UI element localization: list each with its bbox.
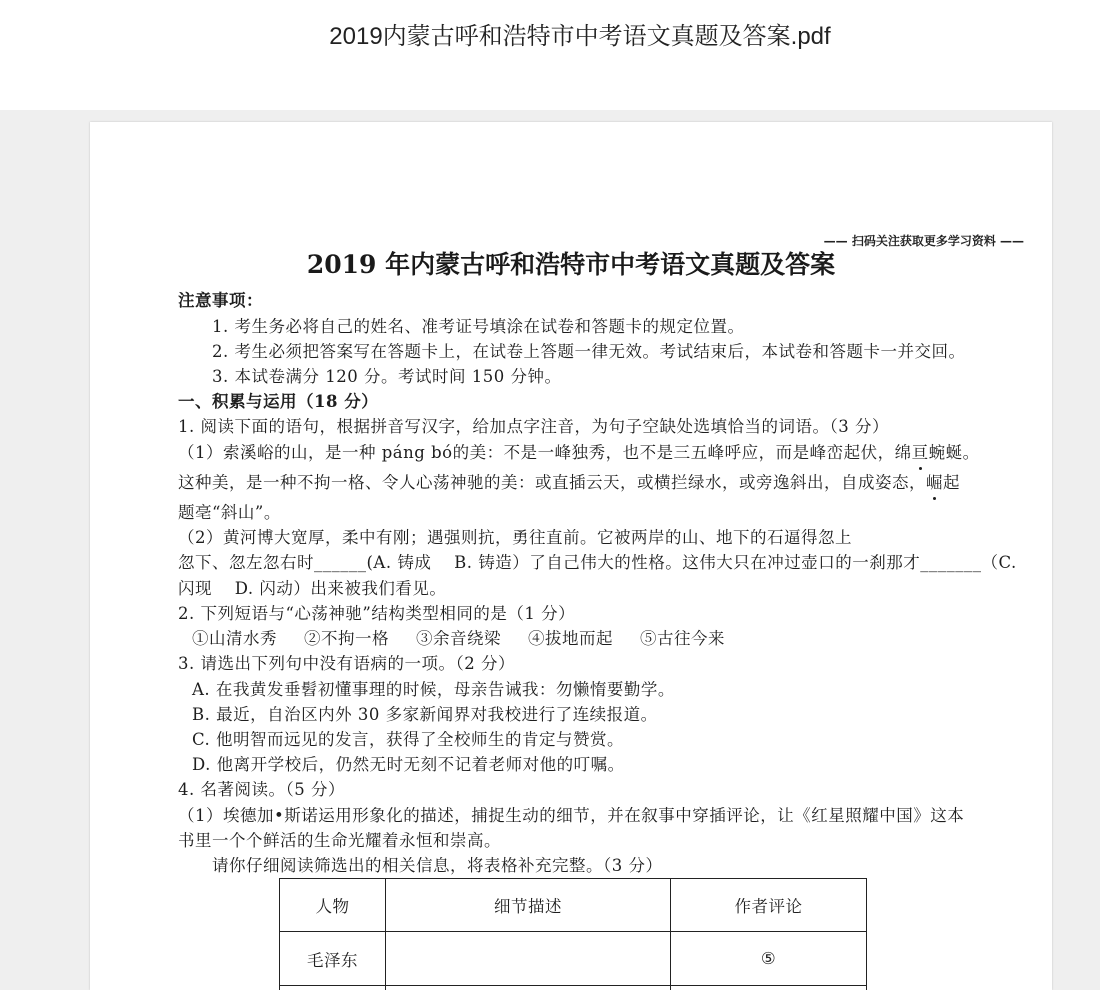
table-cell [386,932,671,986]
table-cell [280,986,386,990]
question-4-stem: 4. 名著阅读。（5 分） [178,780,345,799]
question-1-part-1-line [178,470,960,495]
question-2-options [192,626,725,651]
table-cell [386,986,671,990]
option-item: C. 他明智而远见的发言，获得了全校师生的肯定与赞赏。 [192,730,625,749]
option-item: ①山清水秀 [192,629,277,648]
table-cell [671,986,867,990]
option-item: ③余音绕梁 [416,629,501,648]
text-segment: 这种美，是一种不拘一格、令人心荡神驰的美：或直插云天，或横拦绿水，或旁逸斜出，自成姿态， [178,473,926,492]
text-segment: 蜿蜒。 [928,443,980,462]
question-4-instruction: 请你仔细阅读筛选出的相关信息，将表格补充完整。（3 分） [212,856,663,875]
option-item: ⑤古往今来 [640,629,725,648]
question-1-part-2-line: 闪现 D. 闪动）出来被我们看见。 [178,579,447,598]
option-item: ④拔地而起 [528,629,613,648]
viewer-header [0,0,1100,110]
pdf-page [90,122,1052,990]
file-title: 2019内蒙古呼和浩特市中考语文真题及答案.pdf [329,23,831,50]
document-title: 2019 年内蒙古呼和浩特市中考语文真题及答案 [306,250,836,279]
option-item: A. 在我黄发垂髫初懂事理的时候，母亲告诫我：勿懒惰要勤学。 [192,680,675,699]
dotted-character: 亘 [912,440,929,465]
table-cell: ⑤ [671,932,867,986]
table-header-row [280,879,867,932]
notice-item: 1. 考生务必将自己的姓名、准考证号填涂在试卷和答题卡的规定位置。 [212,317,745,336]
question-4-part-1-line: 书里一个个鲜活的生命光耀着永恒和崇高。 [178,831,501,850]
option-item: ②不拘一格 [304,629,389,648]
question-2-stem: 2. 下列短语与“心荡神驰”结构类型相同的是（1 分） [178,604,576,623]
question-1-part-1-line [178,440,980,465]
section-heading: 一、积累与运用（18 分） [178,392,379,411]
table-header-cell: 细节描述 [386,879,671,932]
table-row [280,986,867,990]
table-header-cell: 作者评论 [671,879,867,932]
notice-item: 2. 考生必须把答案写在答题卡上，在试卷上答题一律无效。考试结束后，本试卷和答题卡一并交回。 [212,342,966,361]
table-cell: 毛泽东 [280,932,386,986]
notice-item: 3. 本试卷满分 120 分。考试时间 150 分钟。 [212,367,562,386]
question-4-part-1-line: （1）埃德加•斯诺运用形象化的描述，捕捉生动的细节，并在叙事中穿插评论，让《红星照耀中国》这本 [178,806,965,825]
answer-table [279,878,867,990]
document-viewport[interactable] [0,110,1100,990]
table-header-cell: 人物 [280,879,386,932]
question-3-stem: 3. 请选出下列句中没有语病的一项。（2 分） [178,654,515,673]
question-1-stem: 1. 阅读下面的语句，根据拼音写汉字，给加点字注音，为句子空缺处选填恰当的词语。（3 分） [178,417,889,436]
question-1-part-2-line: （2）黄河博大宽厚，柔中有刚；遇强则抗，勇往直前。它被两岸的山、地下的石逼得忽上 [178,528,852,547]
page-watermark: —— 扫码关注获取更多学习资料 —— [823,234,1024,248]
text-segment: （1）索溪峪的山，是一种 páng bó的美：不是一峰独秀，也不是三五峰呼应，而是峰峦起伏，绵 [178,443,912,462]
notice-heading: 注意事项： [178,291,263,310]
option-item: B. 最近，自治区内外 30 多家新闻界对我校进行了连续报道。 [192,705,658,724]
text-segment: 起 [943,473,960,492]
option-item: D. 他离开学校后，仍然无时无刻不记着老师对他的叮嘱。 [192,755,625,774]
dotted-character: 崛 [926,470,943,495]
table-row [280,932,867,986]
question-1-part-2-line: 忽下、忽左忽右时______(A. 铸成 B. 铸造）了自己伟大的性格。这伟大只在冲过壶口的一刹那才_______（C. [178,553,1017,572]
question-1-part-1-line: 题亳“斜山”。 [178,503,281,522]
